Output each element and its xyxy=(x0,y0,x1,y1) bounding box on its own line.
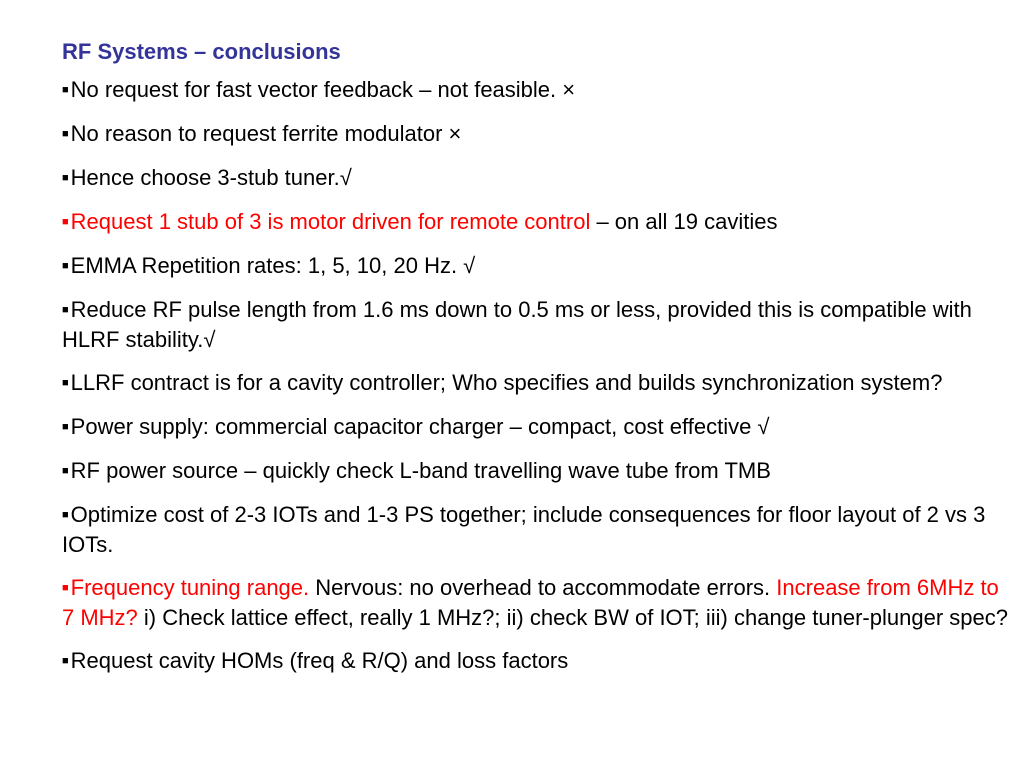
bullet-item xyxy=(62,412,1012,442)
bullet-marker-icon: ■ xyxy=(62,582,69,594)
bullet-text: RF power source – quickly check L-band travelling wave tube from TMB xyxy=(70,458,771,483)
bullet-item xyxy=(62,368,1012,398)
bullet-item xyxy=(62,573,1012,632)
bullet-marker-icon: ■ xyxy=(62,509,69,521)
bullet-text: – on all 19 cavities xyxy=(590,209,778,234)
bullet-marker-icon: ■ xyxy=(62,216,69,228)
bullet-marker-icon: ■ xyxy=(62,84,69,96)
bullet-item xyxy=(62,207,1012,237)
bullet-item xyxy=(62,163,1012,193)
bullet-text: EMMA Repetition rates: 1, 5, 10, 20 Hz. √ xyxy=(70,253,476,278)
bullet-item xyxy=(62,251,1012,281)
bullet-item xyxy=(62,75,1012,105)
bullet-marker-icon: ■ xyxy=(62,377,69,389)
slide-title: RF Systems – conclusions xyxy=(62,39,341,64)
highlight-text: Frequency tuning range. xyxy=(70,575,310,600)
bullet-text: Nervous: no overhead to accommodate errors. xyxy=(309,575,777,600)
slide-content xyxy=(62,36,1012,690)
bullet-item xyxy=(62,500,1012,559)
bullet-text: Hence choose 3-stub tuner.√ xyxy=(70,165,352,190)
highlight-text: Increase from 6MHz to 7 MHz? xyxy=(62,575,999,630)
bullet-item xyxy=(62,295,1012,354)
bullet-marker-icon: ■ xyxy=(62,655,69,667)
bullet-item xyxy=(62,119,1012,149)
bullet-text: Request cavity HOMs (freq & R/Q) and loss factors xyxy=(70,648,569,673)
bullet-text: LLRF contract is for a cavity controller; Who specifies and builds synchronization system? xyxy=(70,370,943,395)
bullet-marker-icon: ■ xyxy=(62,304,69,316)
bullet-marker-icon: ■ xyxy=(62,128,69,140)
bullet-marker-icon: ■ xyxy=(62,465,69,477)
highlight-text: Request 1 stub of 3 is motor driven for remote control xyxy=(70,209,591,234)
bullet-text: i) Check lattice effect, really 1 MHz?; ii) check BW of IOT; iii) change tuner-plunger spec? xyxy=(137,605,1008,630)
bullet-marker-icon: ■ xyxy=(62,421,69,433)
bullet-text: Reduce RF pulse length from 1.6 ms down to 0.5 ms or less, provided this is compatible with HLRF stability.√ xyxy=(62,297,972,352)
bullet-marker-icon: ■ xyxy=(62,260,69,272)
bullet-list xyxy=(62,75,1012,676)
bullet-text: No reason to request ferrite modulator × xyxy=(70,121,462,146)
bullet-text: Power supply: commercial capacitor charger – compact, cost effective √ xyxy=(70,414,770,439)
bullet-text: No request for fast vector feedback – not feasible. × xyxy=(70,77,576,102)
bullet-item xyxy=(62,456,1012,486)
bullet-text: Optimize cost of 2-3 IOTs and 1-3 PS together; include consequences for floor layout of 2 vs 3 IOTs. xyxy=(62,502,986,557)
bullet-marker-icon: ■ xyxy=(62,172,69,184)
bullet-item xyxy=(62,646,1012,676)
